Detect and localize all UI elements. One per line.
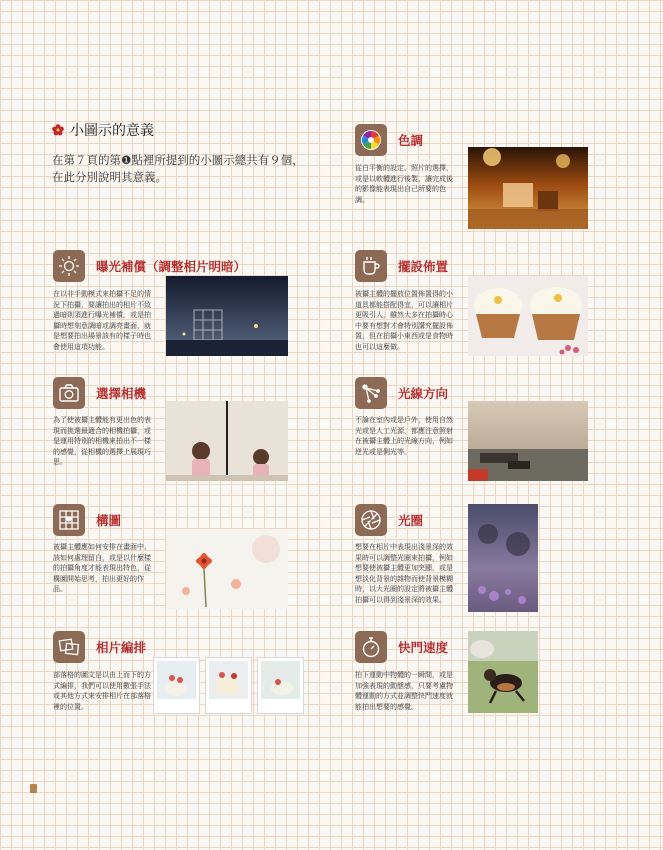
color-title: 色調 [398, 133, 424, 148]
aperture-title: 光圈 [398, 513, 424, 528]
camera-title: 選擇相機 [96, 386, 147, 401]
layout-photo-2 [205, 657, 252, 714]
light-photo [468, 401, 588, 481]
camera-icon [57, 381, 81, 405]
color-text: 從白平衡的設定、照片的選擇，或是以軟體進行後製，讓完成後的影像能表現出自己所要的色調。 [355, 164, 453, 204]
exposure-section-icon [53, 250, 85, 282]
layout-photo-1 [153, 657, 200, 714]
camera-text: 為了使被攝主體能有更出色的表現而挑選最適合的相機拍攝，或是運用特別的相機來拍出不一樣的感覺，從相機的選擇上展現巧思。 [53, 416, 151, 466]
aperture-icon [359, 508, 383, 532]
exposure-title: 曝光補償（調整相片明暗） [96, 259, 247, 274]
flower-bullet-icon [52, 124, 64, 136]
styling-photo [468, 276, 588, 356]
composition-photo [166, 529, 288, 609]
photos-layout-icon [57, 635, 81, 659]
frame-composition-icon [57, 508, 81, 532]
light-text: 不論在室內或是戶外，使用自然光或是人工光源，都應注意照射在被攝主體上的光線方向，例如逆光或是側光等。 [355, 416, 453, 456]
exposure-photo [166, 276, 288, 356]
light-section-icon [355, 377, 387, 409]
styling-section-icon [355, 250, 387, 282]
light-title: 光線方向 [398, 386, 449, 401]
cup-icon [359, 254, 383, 278]
intro-heading [52, 120, 154, 140]
color-wheel-icon [359, 128, 383, 152]
exposure-text: 在以非手動模式來拍攝不足的情況下拍攝，要讓拍出的相片不致過暗則須進行曝光補償，或是拍攝時想刻意調暗或調亮畫面，就是想要拍出場景該有的樣子時也會使用這項功能。 [53, 290, 151, 351]
intro-line-2: 在此分別說明其意義。 [52, 170, 167, 184]
color-section-icon [355, 124, 387, 156]
layout-photo-3 [257, 657, 304, 714]
intro-line-1: 在第７頁的第❶點裡所提到的小圖示總共有９個， [52, 153, 304, 167]
intro-text [52, 152, 322, 186]
aperture-text: 想要在相片中表現出淺景深的效果時可以調整光圈來拍攝，例如想要使被攝主體更加突顯，或是想淡化背景的雜物而使背景模糊時，以大光圈的設定將被攝主體拍攝可以得到淺景深的效果。 [355, 543, 453, 604]
page-marker [30, 784, 37, 793]
aperture-photo [468, 504, 538, 612]
sun-icon [57, 254, 81, 278]
layout-section-icon [53, 631, 85, 663]
shutter-photo [468, 631, 538, 713]
shutter-title: 快門速度 [398, 640, 449, 655]
shutter-text: 拍下運動中物體的一瞬間，或是加強表現的動態感，只要考慮物體運動的方式並調整快門速度就能拍出想要的感覺。 [355, 671, 453, 711]
camera-photo [166, 401, 288, 481]
shutter-section-icon [355, 631, 387, 663]
composition-text: 被攝主體應如何安排在畫面中、該如何處理留白，或是以什麼樣的拍攝角度才能表現出特色，從構圖開始思考，拍出更好的作品。 [53, 543, 151, 593]
aperture-section-icon [355, 504, 387, 536]
intro-title: 小圖示的意義 [70, 123, 154, 139]
composition-title: 構圖 [96, 513, 122, 528]
styling-title: 擺設佈置 [398, 259, 449, 274]
camera-section-icon [53, 377, 85, 409]
composition-section-icon [53, 504, 85, 536]
layout-title: 相片編排 [96, 640, 147, 655]
stopwatch-icon [359, 635, 383, 659]
styling-text: 被攝主體的擺放位置佈置得的小道具都能搭配得宜，可以讓相片更吸引人，雖然大多在拍攝時心中要有想對才會特別講究擺設佈置，但在拍攝小東西或是食物時也可以這麼做。 [355, 290, 453, 351]
color-photo [468, 147, 588, 229]
light-rays-icon [359, 381, 383, 405]
layout-text: 部落格的圖文是以由上而下的方式編排，我們可以使用數張手法或其他方式來安排相片在部落格裡的位置。 [53, 671, 151, 711]
